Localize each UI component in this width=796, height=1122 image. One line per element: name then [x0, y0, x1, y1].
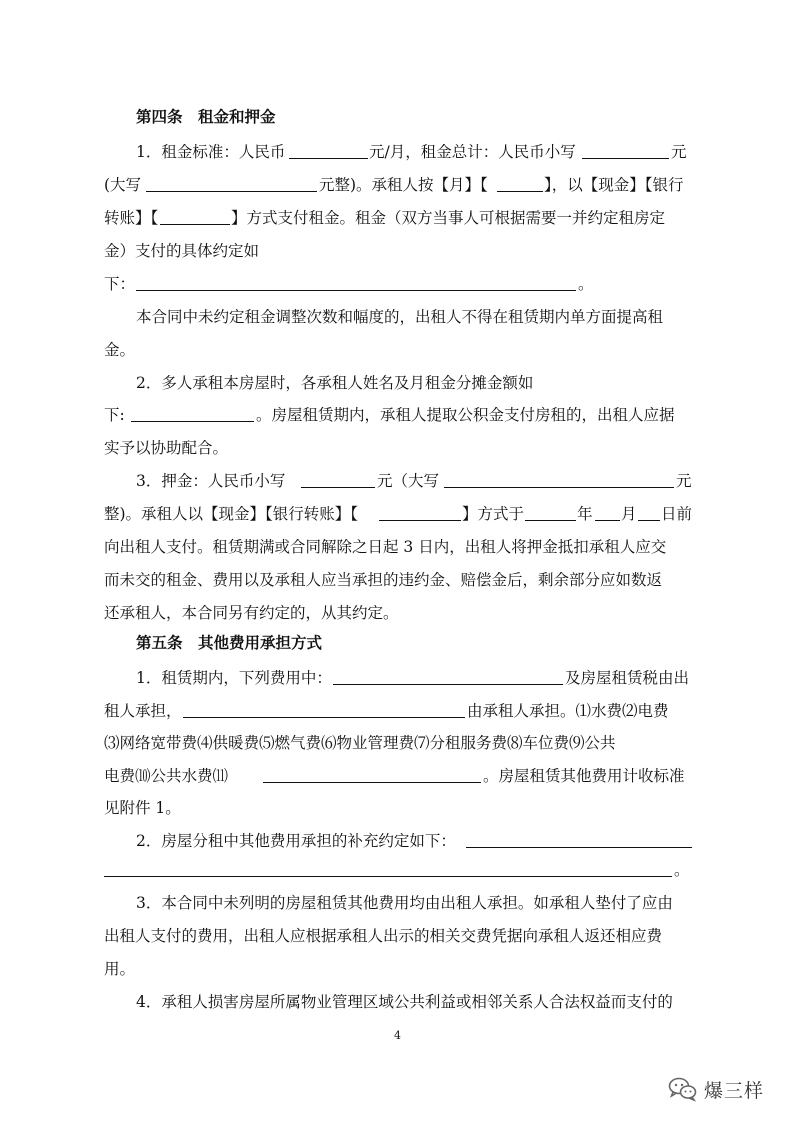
- text: 】，以【现金】【银行: [544, 176, 684, 194]
- clause-5-2-line-1: [0, 828, 796, 854]
- text: 转账】【: [104, 209, 159, 227]
- text: 租人承担，: [104, 702, 182, 720]
- article-5-heading: 第五条 其他费用承担方式: [136, 633, 323, 652]
- blank-tenants-shares[interactable]: [131, 421, 254, 422]
- blank-month[interactable]: [595, 520, 620, 521]
- clause-5-1-line-2: [0, 698, 796, 724]
- blank-rent-monthly[interactable]: [289, 158, 368, 159]
- blank-rent-total-capital[interactable]: [146, 191, 317, 192]
- text: 2．房屋分租中其他费用承担的补充约定如下：: [136, 832, 456, 850]
- clause-5-3-line-1: [0, 890, 796, 916]
- text: 3．押金：人民币小写: [136, 472, 286, 490]
- blank-payment-method[interactable]: [160, 224, 230, 225]
- clause-5-1-line-1: [0, 665, 796, 691]
- text: 年: [577, 505, 593, 523]
- clause-5-4-line-1: [0, 989, 796, 1015]
- text: 下：: [104, 275, 136, 293]
- clause-4-3-line-2: [0, 501, 796, 527]
- text: 1．租金标准：人民币: [136, 143, 286, 161]
- blank-landlord-fees[interactable]: [333, 684, 563, 685]
- blank-sublet-fees-continued[interactable]: [104, 876, 672, 877]
- clause-5-2-line-2: [0, 857, 796, 883]
- text: 金。: [104, 341, 136, 359]
- text: 还承租人，本合同另有约定的，从其约定。: [104, 604, 399, 622]
- text: 】方式支付租金。租金（双方当事人可根据需要一并约定租房定: [231, 209, 666, 227]
- clause-5-3-line-3: [0, 956, 796, 982]
- text: 4．承租人损害房屋所属物业管理区域公共利益或相邻关系人合法权益而支付的: [136, 993, 673, 1011]
- clause-4-1-line-2: [0, 172, 796, 198]
- clause-5-1-line-4: [0, 763, 796, 789]
- clause-4-1-line-1: [0, 139, 796, 165]
- text: 整)。承租人以【现金】【银行转账】【: [104, 505, 359, 523]
- text: 本合同中未约定租金调整次数和幅度的，出租人不得在租赁期内单方面提高租: [136, 308, 664, 326]
- clause-4-1-line-4: [0, 238, 796, 264]
- blank-deposit-capital[interactable]: [444, 487, 674, 488]
- clause-4-1-line-5: [0, 271, 796, 297]
- clause-4-2-line-3: [0, 435, 796, 461]
- wechat-icon: [668, 1076, 698, 1102]
- blank-other-fee[interactable]: [263, 782, 481, 783]
- blank-deposit-amount[interactable]: [301, 487, 375, 488]
- text: 而未交的租金、费用以及承租人应当承担的违约金、赔偿金后，剩余部分应如数返: [104, 571, 663, 589]
- clause-4-1-line-3: [0, 205, 796, 231]
- text: 由承租人承担。⑴水费⑵电费: [467, 702, 669, 720]
- blank-rent-total[interactable]: [582, 158, 669, 159]
- clause-5-1-line-5: [0, 795, 796, 821]
- text: 电费⑽公共水费⑾: [104, 767, 229, 785]
- text: 金）支付的具体约定如: [104, 242, 260, 260]
- text: 元: [676, 472, 692, 490]
- text: 元/月，租金总计：人民币小写: [369, 143, 576, 161]
- clause-4-note-line-2: [0, 337, 796, 363]
- text: 月: [621, 505, 637, 523]
- page-number: 4: [394, 1029, 401, 1042]
- text: 。: [578, 275, 594, 293]
- clause-5-1-line-3: [0, 730, 796, 756]
- blank-year[interactable]: [525, 520, 576, 521]
- text: 元整)。承租人按【月】【: [319, 176, 488, 194]
- text: 及房屋租赁税由出: [565, 669, 690, 687]
- clause-4-3-line-1: [0, 468, 796, 494]
- clause-4-2-line-1: [0, 370, 796, 396]
- article-5-heading-line: [0, 630, 796, 656]
- watermark: [668, 1074, 764, 1104]
- article-4-heading-line: [0, 104, 796, 130]
- text: 实予以协助配合。: [104, 439, 229, 457]
- article-4-heading: 第四条 租金和押金: [136, 107, 276, 126]
- clause-5-3-line-2: [0, 923, 796, 949]
- blank-rent-agreement[interactable]: [136, 290, 576, 291]
- text: 日前: [661, 505, 693, 523]
- watermark-text: 爆三样: [704, 1079, 765, 1102]
- text: 。: [674, 861, 690, 879]
- text: 用。: [104, 960, 136, 978]
- text: 。房屋租赁其他费用计收标准: [483, 767, 685, 785]
- text: 下:: [104, 406, 125, 424]
- clause-4-note-line-1: [0, 304, 796, 330]
- text: 出租人支付的费用，出租人应根据承租人出示的相关交费凭据向承租人返还相应费: [104, 927, 663, 945]
- text: 3．本合同中未列明的房屋租赁其他费用均由出租人承担。如承租人垫付了应由: [136, 894, 673, 912]
- text: (大写: [104, 176, 142, 194]
- text: 元（大写: [377, 472, 440, 490]
- text: 向出租人支付。租赁期满或合同解除之日起 3 日内，出租人将押金抵扣承租人应交: [104, 538, 667, 556]
- text: 见附件 1。: [104, 799, 181, 817]
- text: ⑶网络宽带费⑷供暖费⑸燃气费⑹物业管理费⑺分租服务费⑻车位费⑼公共: [104, 734, 616, 752]
- blank-sublet-fees[interactable]: [466, 847, 692, 848]
- text: 。房屋租赁期内，承租人提取公积金支付房租的，出租人应据: [256, 406, 675, 424]
- text: 元: [671, 143, 687, 161]
- clause-4-3-line-5: [0, 600, 796, 626]
- clause-4-3-line-4: [0, 567, 796, 593]
- text: 】方式于: [462, 505, 525, 523]
- text: 2．多人承租本房屋时，各承租人姓名及月租金分摊金额如: [136, 374, 534, 392]
- clause-4-3-line-3: [0, 534, 796, 560]
- blank-tenant-fees[interactable]: [183, 717, 465, 718]
- blank-payment-period[interactable]: [497, 191, 543, 192]
- blank-deposit-method[interactable]: [379, 520, 461, 521]
- clause-4-2-line-2: [0, 402, 796, 428]
- text: 1．租赁期内，下列费用中：: [136, 669, 332, 687]
- blank-day[interactable]: [638, 520, 660, 521]
